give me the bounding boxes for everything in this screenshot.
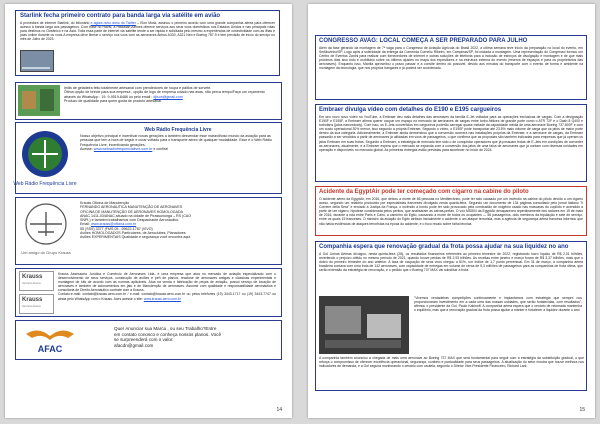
workshop-line: Aviões HOMOLOGADOS Particulares, de Aeroclubes, Planadores: [80, 231, 186, 236]
article-quote: "Vivemos verdadeiras competições continuamente e implantamos com estratégia que sempre nos proporcionaram investimento em a cada uma das nossas unidades, que serão fortalecidas, com resultados", afirmou o presidente da Gol, Paulo Kakinoff. A companhia aérea espera que o cenário de retomada mantenha o equilíbrio, mas que a renovação gradual da frota possa ajudar a manter e fortalecer a liquidez durante o ano.: [414, 296, 582, 313]
page-number: 14: [276, 407, 282, 413]
workshop-line: FERNANDO AERONÁUTICA MANUTENÇÃO DE AERONAVES: [80, 205, 183, 210]
article-body: Em seu novo novo vídeo no YouTube, a Embraer deu mais detalhes das aeronaves da família E-Jet voltados para as operações exclusivas de cargas. Com a designação E190F e E195F, a Embraer afirma querer ocupar um espaço no mercado de aeronaves de cargas entre turbo-hélices de grande porte como o ATR 72F e o Dash 8 Q400 e turbofans (jatos narrowbody). Com isso, os E-Jets convertidos em cargueiros poderão carregar quase metade da capacidade média de uma aeronave Boeing 737-800F e com um custo operacional 30% menor, isso segundo a própria Embraer. Segundo o vídeo, o E190F pode transportar até 23.5% mais volume de carga que os jatos de maior porte dentro da sua categoria. Adicionalmente, a Embraer ainda demonstrou que a conversão ocorrerá nas instalações próprias da Embraer, e a aeronave de cargas, da Embraer passarão a ser vendidos a partir de aeronaves já utilizadas em voos de passageiros, o que confirma que as propostas são também indicadas para empresas que já operam os jatos Embraer em suas frotas. Segundo a Embraer, a estratégia de mercado tem sido o de conquistar operadores que já possuam frotas de E-Jets em condições de converter as aeronaves, atualmente, e a Embraer espera que o mercado se expanda com a conversão dos jatos de uma faixa de aeronaves que já contam com diversas unidades em operação e disponíveis no mercado global. As primeiras entregas estão previstas para acontecer no início de 2024.: [319, 115, 583, 152]
advertise-line: se surpreenderá com o valor.: [114, 337, 174, 343]
radio-logo-icon: [13, 126, 77, 188]
article-body: Além da fase gerando da montagem de 7ª vaga para o Congresso de Aviação Agrícola do Brasil 2022, a última semana teve início da preparação no local do evento, em Sertãozinho/SP. Logo após a solenidade da entrega da Comenda Cornelio Ribeiro, em Campinas/SP, foi iniciada a montagem. Uma representação do Congresso formou um Centro de Eventos Zanini para realizar com fornecedores de internet e outras soluções de telefonia para a inclusão de esforços de divulgação e montagem e de que mais próximos dias isso tudo é mobiliário sobre os últimos ajustes no mapa dos expositores e na estrutura externa do evento (reserva de espaços é para os proprietários das aeronaves). Enquanto isso, Marília aproveitou o prazo passar e a convite dentro do possível, devido aos minutos do transporte com o evento de forma e ambiente na montagem da tecnologia, que nos próprios hangares e já poderá ser coordenado.: [319, 46, 583, 71]
workshop-ad: [15, 197, 282, 265]
article-body: A companhia também anunciou a chegada de mais uma aeronave ao Boeing 737 MAX que será fundamental para seguir com a estratégia da substituição gradual, o que reforça o compromisso de oferecer excelência operacional, segurança, conforto e pontualidade para seus passageiros. A atualização do setor mostra que houve melhora nos indicadores de demanda, e a Gol seguirá monitorando o cenário com cautela, segundo o Diretor Vice-Presidente Financeiro, Richard Lark.: [319, 356, 584, 369]
workshop-email-link[interactable]: www.krauss@oficina.com.br: [90, 222, 137, 227]
page-number: 15: [579, 407, 585, 413]
workshop-email-line: Email: www.krauss@oficina.com.br: [80, 222, 137, 227]
ad-line: Imãs de geladeira feito totalmente artesanal com prendedores de roupa e palitos de sorvete.: [64, 86, 212, 90]
magnets-photo: [18, 85, 60, 116]
photo-detail: [22, 67, 50, 69]
handcraft-ad: [15, 82, 282, 120]
krauss-contact: Contato:e-mail: contato@krauss.aero.com.br / e-mail: contato@krauss.aero.com.br ou pelos telefones (19) 3443-1717 ou (19) 3443-7747 ou ainda pelo WhatsApp com o Krauss. Aces acesse o site: www.krauss.aero.com.br: [58, 292, 276, 301]
article-body: O acidente aéreo da EgyptAir, em 2016, que deixou a morte de 66 pessoas no Mediterrâneo, pode ter sido causado por um incêndio na cabine do piloto devido a um cigarro aceso, segundo um relatório produzido por especialistas franceses divulgado nesta quarta-feira. Segundo um documento de 134 páginas consultado pelo jornal italiano "Il Corriere della Sera" e enviado à Justiça da França, o incêndio a bordo pode ter sido provocado pela combustão de oxigênio usado nas máscaras do copiloto e acendido a partir de um cigarro, hipótese considerada pelos peritos, que analisaram as caixas-pretas. O voo MS804 da EgyptAir desapareceu repentinamente dos radares em 19 de maio de 2016, durante a rota entre Paris e Cairo, a caminho do Egito, causando a morte de todos os ocupantes — 56 passageiros, dois membros da tripulação e sete de serviço, entre os quais 15 franceses. O ministro da aviação do Egito atribuiu inicialmente o acidente a um ataque terrorista, mas a agência de segurança aérea francesa informou que não havia evidências de ataques terroristas na época do acidente, e o foco recaiu sobre falha técnica.: [319, 197, 583, 226]
article-title: Embraer divulga vídeo com detalhes do E190 e E195 cargueiros: [319, 107, 502, 113]
ad-email-link[interactable]: djlsun@gmail.com: [153, 94, 183, 99]
gol-article: [315, 241, 587, 391]
radio-body: Nosso objetivo principal é incentivar novas gerações a também desvendar esse maravilhoso mundo da aviação para as pessoas que tem a hora de seguir e curar voltado para o transporte aéreo de qualquer modalidade. Esse é o Web Rádio Frequência Livre, incentivando gerações.: [80, 134, 272, 147]
advertise-line: Quer Anunciar sua Marca , ou seu Trabalho?Entre: [114, 326, 217, 331]
svg-text:Web Rádio Frequência Livre: Web Rádio Frequência Livre: [13, 181, 77, 187]
radio-url-link[interactable]: www.webradiofrequencialivre.com.br: [93, 146, 153, 151]
krauss-logo: Krauss Serviços Aéreos: [19, 271, 52, 291]
krauss-site-link[interactable]: www.krauss.aero.com.br: [143, 296, 181, 301]
article-body: A Gol Linhas Aéreas divulgou, nesta quinta-feira (28), os resultados financeiros referentes ao primeiro trimestre de 2022, registrando lucro líquido de R$ 2,01 bilhões, revertendo o prejuízo obtido no mesmo período de 2021, quando houve perdas de R$ 2,93 bilhões. As receitas entre janeiro e março foram de R$ 3,37 bilhões, mais que o dobro do primeiro trimestre do ano anterior. A taxa de ocupação de seus voos chegou a 81%, um índice de 1,7 ponto percentual. Em 31 de março, a companhia aérea brasileira contava com uma frota de 142 aeronaves, com capacidade de entregas em volume de cerca de 5,3 milhões de passageiros para as companhias de frota ótima, que serão extensão da estratégia de renovação, e o pedido que o Boeing 737 MAX vai substituir a frota.: [319, 252, 583, 273]
gol-photo: [319, 296, 409, 354]
ad-line: Produzo de qualidade para quem gosta de produto artesanal.: [64, 98, 162, 103]
afac-logo-icon: [24, 324, 76, 356]
radio-title: Web Rádio Frequência Livre: [144, 127, 212, 133]
advertise-line: em contato conosco e conheça nossos planos. Você: [114, 331, 222, 337]
web-radio-ad: [15, 122, 282, 194]
advertise-ad: [15, 320, 282, 360]
krauss-logo: Krauss Serviços Aéreos: [19, 294, 52, 314]
embraer-article: [315, 104, 587, 182]
workshop-line: Aviões EXPERIMENTAIS Qualidade e segurança você encontra aqui.: [80, 235, 192, 240]
congress-article: [315, 35, 587, 100]
article-title: Acidente da EgyptAir pode ter começado com cigarro na cabine do piloto: [319, 189, 529, 195]
article-body: A provedora de internet Starlink, do bilionário e agora novo dono do Twitter – Elon Musk, assinou o primeiro acordo com uma grande companhia aérea para oferecer acesso à banda larga aos passageiros. Com base no Havaí, a Hawaiian Airlines oferece serviços aos seus voos domésticos nos Estados Unidos e nas principais rotas para destinos no Oceânico e na Ásia. Toda essa parte de internet via satélite tende a ser rápida e solicitada pelo mesmo a experiências de conectividade com as ilhas e joias online durante os voos.A empresa deve liberar o serviço nos voos com as aeronaves Airbus A330, A321 Neo e Boeing 787-9 e tem previsão de início do serviço no mês de Julho de 2023.: [20, 21, 275, 42]
starlink-article: [15, 10, 280, 76]
egyptair-article: [315, 186, 587, 236]
article-link[interactable]: e agora novo dono do Twitter: [90, 21, 136, 25]
krauss-ad: [15, 268, 282, 317]
article-title: CONGRESSO AVAG: LOCAL COMEÇA A SER PREPARADO PARA JULHO: [319, 38, 528, 44]
workshop-line: ANAC 1411-03/ANAC,situado na cidade de Pirassununga – RS (CAO: [80, 213, 192, 218]
svg-text:Um amigo do Grupo Krauss: Um amigo do Grupo Krauss: [21, 250, 71, 255]
article-title: Companhia espera que renovação gradual da frota possa ajudar na sua liquidez no ano: [319, 244, 569, 250]
advertise-email[interactable]: afacdn@gmail.com: [114, 342, 154, 348]
workshop-line: OFICINA DE MANUTENÇÃO DE AERONAVES HOMOLOGADA: [80, 209, 183, 214]
airplane-emblem-icon: [20, 202, 72, 258]
svg-text:AFAC: AFAC: [37, 344, 63, 354]
workshop-line: 55 (SSS) 3377 (FMS 05 - 99622-1787 (VIVO): [80, 226, 153, 231]
ad-line: Ótima opção de brinde para sua empresa , opção de logo de empresa colado nas asas, não perca tempo!Faça um orçamento através do WhatsApp : 19- 9-9519-8486 ou pelo email : djlsun@gmail.com: [64, 90, 265, 99]
radio-access: Acesse: www.webradiofrequencialivre.com.br e confira!: [80, 146, 169, 151]
article-title: Starlink fecha primeiro contrato para banda larga via satélite em avião: [20, 13, 221, 19]
krauss-body: Krauss Assessoria Jurídica e Comércio de Aeronaves Ltda. é uma empresa que atua no mercado de aviação especializado com o desenvolvimento de seus serviços, construção de aviões e peñ de planos, reaclose de aeronaves antigas e clássicas experimentais e montagem de kits de acordo com as normas aplicáveis. Atua na venda e fabricação de peças de aviação, possui serviço de locação de aeronaves e também de acionamentos em jato e de Manutenção de aeronaves. Assumir com qualidade e responsabilidade aeronáutica e consultoria de Direito Aeronáutico contrate com a Krauss.: [58, 272, 276, 293]
magazine-page-left: [5, 4, 292, 418]
workshop-line: Krauss Oficina de Manutenção: [80, 201, 130, 205]
magazine-page-right: [308, 4, 595, 418]
workshop-line: SNPL) e também trabalhamos com Despachante Aeronáutico.: [80, 218, 180, 223]
